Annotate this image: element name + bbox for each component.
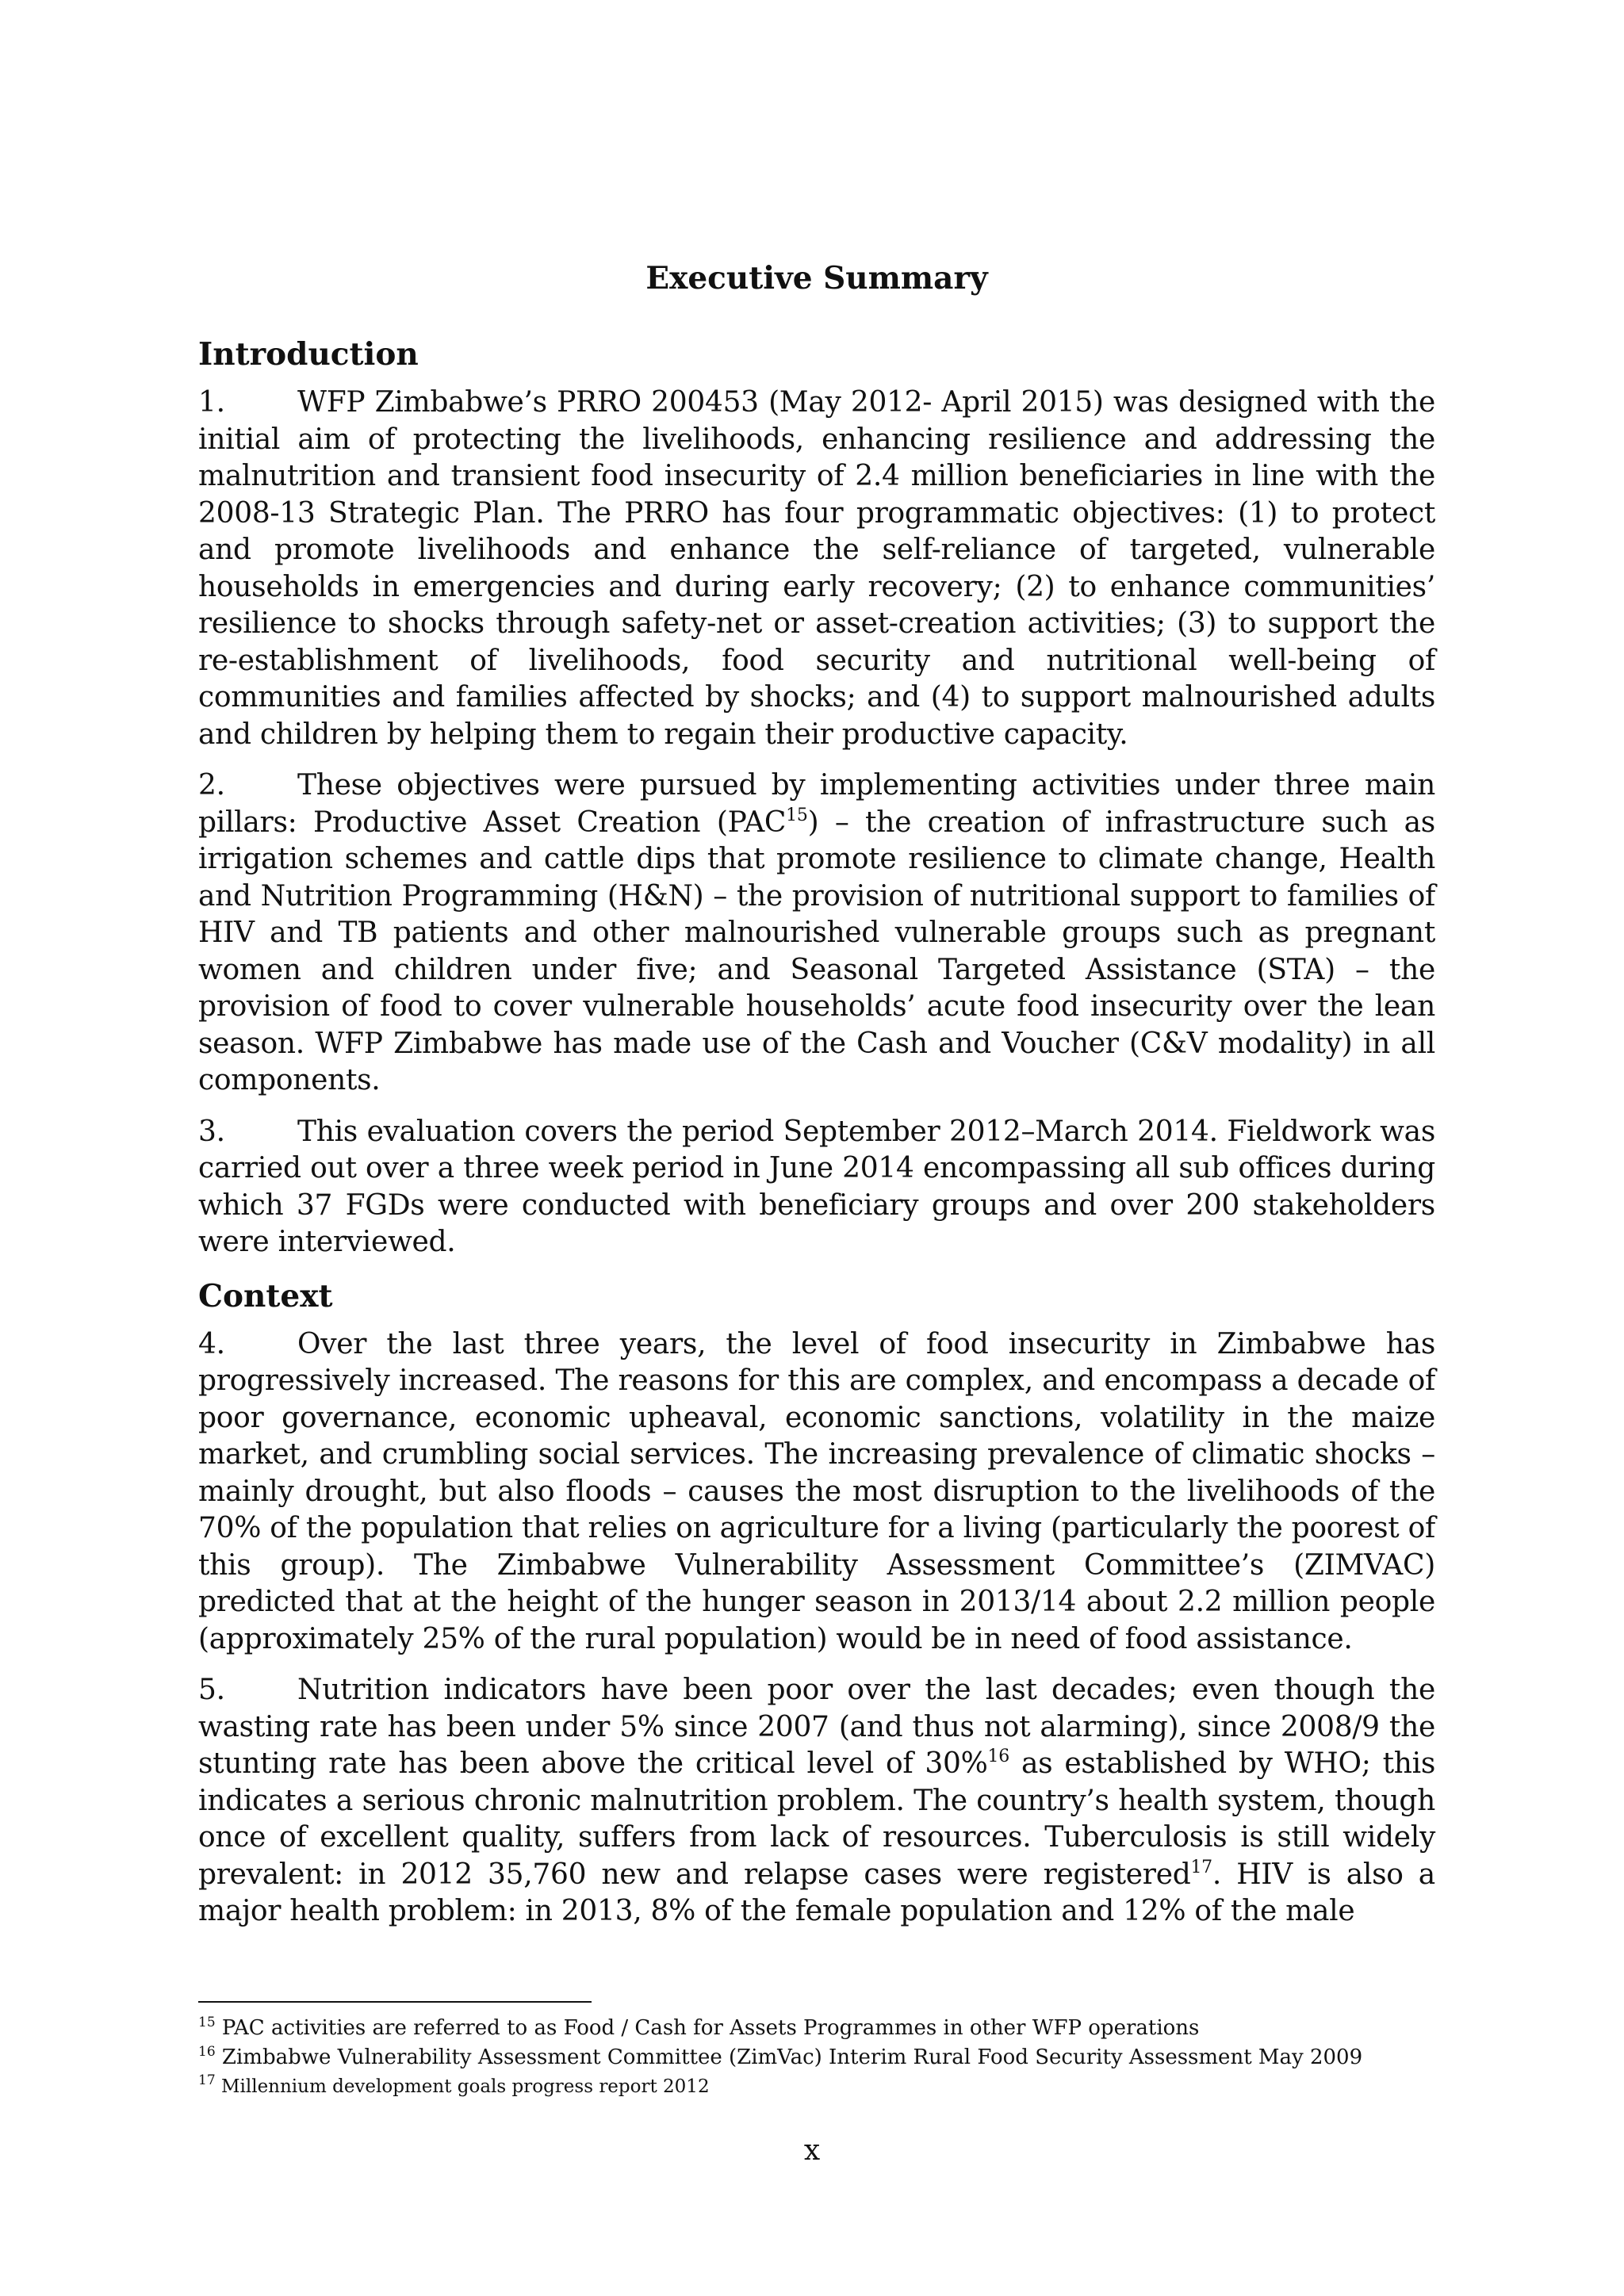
section-heading-introduction: Introduction (198, 336, 419, 373)
paragraph-number: 5. (198, 1674, 225, 1706)
section-heading-context: Context (198, 1277, 333, 1314)
paragraph-text: These objectives were pursued by implementing activities under three main pillars: Productive Asset Creation (PAC (198, 769, 1435, 839)
footnote-16 (198, 2043, 1435, 2072)
footnote-15 (198, 2014, 1435, 2043)
footnote-ref-15[interactable]: 15 (786, 805, 808, 825)
footnote-number: 17 (198, 2072, 216, 2088)
footnote-text: Millennium development goals progress report 2012 (220, 2076, 710, 2097)
page-number: x (803, 2134, 821, 2167)
document-page (198, 258, 1435, 1945)
footnote-ref-16[interactable]: 16 (987, 1747, 1009, 1766)
paragraph-3 (198, 1114, 1435, 1261)
paragraph-text: Nutrition indicators have been poor over the last decades; even though the wasting rate has been under 5% since 2007 (and thus not alarming), since 2008/9 the stunting rate has been above the critical level of 30% (198, 1674, 1435, 1780)
footnote-number: 15 (198, 2015, 216, 2030)
paragraph-4 (198, 1326, 1435, 1659)
footnote-text: PAC activities are referred to as Food / Cash for Assets Programmes in other WFP operations (221, 2016, 1200, 2040)
paragraph-number: 1. (198, 386, 225, 419)
paragraph-text: ) – the creation of infrastructure such as irrigation schemes and cattle dips that promote resilience to climate change, Health and Nutrition Programming (H&N) – the provision of nutritional support to families of HIV and TB patients and other malnourished vulnerable groups such as pregnant women and children under five; and Seasonal Targeted Assistance (STA) – the provision of food to cover vulnerable households’ acute food insecurity over the lean season. WFP Zimbabwe has made use of the Cash and Voucher (C&V modality) in all components. (198, 806, 1435, 1096)
paragraph-1 (198, 385, 1435, 753)
footnotes (198, 2014, 1435, 2102)
footnote-number: 16 (198, 2044, 216, 2060)
footnote-divider (198, 2001, 592, 2003)
paragraph-text: WFP Zimbabwe’s PRRO 200453 (May 2012- April 2015) was designed with the initial aim of protecting the livelihoods, enhancing resilience and addressing the malnutrition and transient food insecurity of 2.4 million beneficiaries in line with the 2008-13 Strategic Plan. The PRRO has four programmatic objectives: (1) to protect and promote livelihoods and enhance the self-reliance of targeted, vulnerable households in emergencies and during early recovery; (2) to enhance communities’ resilience to shocks through safety-net or asset-creation activities; (3) to support the re-establishment of livelihoods, food security and nutritional well-being of communities and families affected by shocks; and (4) to support malnourished adults and children by helping them to regain their productive capacity. (198, 386, 1435, 751)
footnote-text: Zimbabwe Vulnerability Assessment Committee (ZimVac) Interim Rural Food Security Assessment May 2009 (221, 2045, 1363, 2069)
paragraph-2 (198, 767, 1435, 1100)
footnote-17 (198, 2072, 1435, 2102)
paragraph-number: 2. (198, 769, 225, 802)
paragraph-text: This evaluation covers the period September 2012–March 2014. Fieldwork was carried out over a three week period in June 2014 encompassing all sub offices during which 37 FGDs were conducted with beneficiary groups and over 200 stakeholders were interviewed. (198, 1115, 1435, 1258)
paragraph-number: 3. (198, 1115, 225, 1148)
paragraph-text: Over the last three years, the level of food insecurity in Zimbabwe has progressively increased. The reasons for this are complex, and encompass a decade of poor governance, economic upheaval, economic sanctions, volatility in the maize market, and crumbling social services. The increasing prevalence of climatic shocks – mainly drought, but also floods – causes the most disruption to the livelihoods of the 70% of the population that relies on agriculture for a living (particularly the poorest of this group). The Zimbabwe Vulnerability Assessment Committee’s (ZIMVAC) predicted that at the height of the hunger season in 2013/14 about 2.2 million people (approximately 25% of the rural population) would be in need of food assistance. (198, 1327, 1435, 1655)
paragraph-5 (198, 1672, 1435, 1931)
paragraph-text: as established by WHO; this indicates a serious chronic malnutrition problem. The country’s health system, though once of excellent quality, suffers from lack of resources. Tuberculosis is still widely prevalent: in 2012 35,760 new and relapse cases were registered (198, 1747, 1436, 1891)
paragraph-number: 4. (198, 1327, 225, 1360)
paragraph-text: . HIV is also a major health problem: in 2013, 8% of the female population and 12% of the male (198, 1858, 1435, 1927)
footnote-ref-17[interactable]: 17 (1190, 1857, 1212, 1877)
page-title: Executive Summary (645, 260, 988, 297)
